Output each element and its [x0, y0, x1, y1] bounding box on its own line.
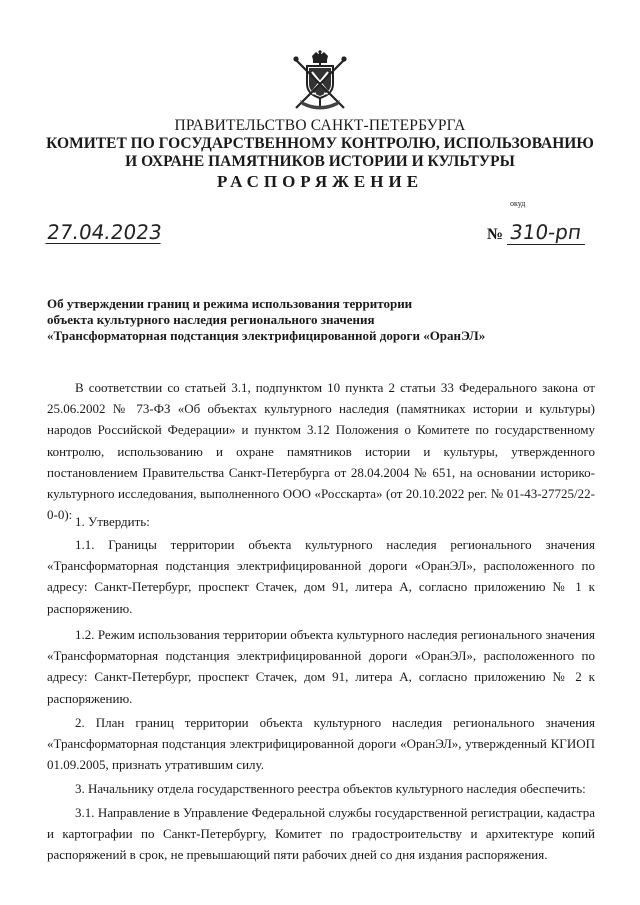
paragraph-text: 1. Утвердить: — [75, 514, 150, 529]
subject-line: объекта культурного наследия регионального значения — [47, 312, 375, 327]
paragraph-text: В соответствии со статьей 3.1, подпунктом 10 пункта 2 статьи 33 Федерального закона от 25.06.2002 № 73-ФЗ «Об объектах культурного наследия (памятниках истории и культуры) народов Российской Федерации» и пунктом 3.12 Положения о Комитете по государственному контролю, использованию и охране памятников истории и культуры, утвержденного постановлением Правительства Санкт-Петербурга от 28.04.2004 № 651, на основании историко-культурного исследования, выполненного ООО «Росскарта» (от 20.10.2022 рег. № 01-43-27725/22-0-0): — [47, 380, 595, 523]
number-sign: № — [487, 226, 504, 243]
document-subject — [47, 296, 517, 344]
okud-label: окуд — [510, 199, 526, 208]
clause-3-1 — [47, 802, 595, 866]
document-type: РАСПОРЯЖЕНИЕ — [216, 172, 424, 191]
intro-paragraph — [47, 377, 595, 525]
clause-2 — [47, 712, 595, 776]
clause-1-1 — [47, 534, 595, 619]
committee-title-line: КОМИТЕТ ПО ГОСУДАРСТВЕННОМУ КОНТРОЛЮ, ИСПОЛЬЗОВАНИЮ — [46, 135, 594, 152]
number-value: 310-рп — [508, 220, 583, 244]
paragraph-text: 2. План границ территории объекта культурного наследия регионального значения «Трансформаторная подстанция электрифицированной дороги «ОранЭЛ», утвержденный КГИОП 01.09.2005, признать утратившим силу. — [47, 715, 595, 773]
subject-line: «Трансформаторная подстанция электрифицированной дороги «ОранЭЛ» — [47, 328, 486, 343]
coat-of-arms-icon — [290, 50, 350, 112]
clause-1-2 — [47, 624, 595, 709]
paragraph-text: 3. Начальнику отдела государственного реестра объектов культурного наследия обеспечить: — [75, 781, 586, 796]
committee-title-line: И ОХРАНЕ ПАМЯТНИКОВ ИСТОРИИ И КУЛЬТУРЫ — [125, 153, 515, 170]
clause-1 — [47, 511, 595, 532]
paragraph-text: 1.1. Границы территории объекта культурного наследия регионального значения «Трансформаторная подстанция электрифицированной дороги «ОранЭЛ», расположенного по адресу: Санкт-Петербург, проспект Стачек, дом 91, литера А, согласно приложению № 1 к распоряжению. — [47, 537, 595, 616]
number-underline — [507, 244, 585, 245]
committee-title — [40, 135, 600, 171]
government-title: ПРАВИТЕЛЬСТВО САНКТ-ПЕТЕРБУРГА — [174, 117, 466, 134]
document-number — [487, 220, 587, 246]
clause-3 — [47, 778, 595, 799]
subject-line: Об утверждении границ и режима использования территории — [47, 296, 413, 311]
paragraph-text: 1.2. Режим использования территории объекта культурного наследия регионального значения «Трансформаторная подстанция электрифицированной дороги «ОранЭЛ», расположенного по адресу: Санкт-Петербург, проспект Стачек, дом 91, литера А, согласно приложению № 2 к распоряжению. — [47, 627, 595, 706]
document-date: 27.04.2023 — [45, 220, 164, 244]
paragraph-text: 3.1. Направление в Управление Федеральной службы государственной регистрации, кадастра и картографии по Санкт-Петербургу, Комитет по градостроительству и архитектуре копий распоряжений в срок, не превышающий пяти рабочих дней со дня издания распоряжения. — [47, 805, 595, 863]
